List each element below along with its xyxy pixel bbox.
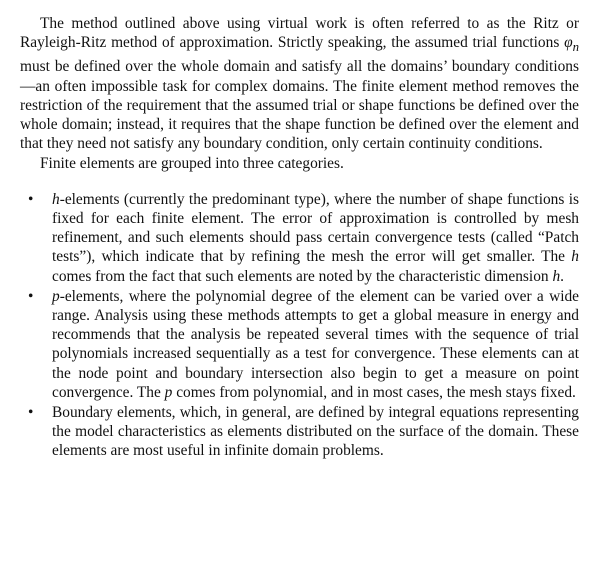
- phi-subscript: [573, 40, 579, 54]
- p-elements-text-1: -elements, where the polynomial degree of the element can be varied over a wide range. Analysis using these methods attempts to get a global measure in energy and recommends that the analysis be repeated several times with the sequence of trial polynomials increased sequentially as a test for convergence. These elements can at the node point and boundary intersection also begin to get a measure on point convergence. The: [52, 287, 579, 401]
- h-elements-text-3: .: [560, 267, 564, 285]
- paragraph-ritz-text-2: must be defined over the whole domain and satisfy all the domains’ boundary conditions—an often impossible task for complex domains. The finite element method removes the restriction of the requirement that the assumed trial or shape functions be defined over the whole domain; instead, it requires that the shape function be defined over the element and that they need not satisfy any boundary condition, only certain continuity conditions.: [20, 58, 579, 153]
- phi-symbol: φ: [564, 34, 573, 52]
- h-symbol: h: [52, 190, 60, 208]
- bullet-marker: •: [28, 403, 34, 421]
- boundary-elements-text: Boundary elements, which, in general, are defined by integral equations representing the model characteristics as elements distributed on the surface of the domain. These elements are most useful in infinite domain problems.: [52, 403, 579, 460]
- category-list: [20, 190, 579, 461]
- paragraph-ritz-method: [20, 14, 579, 154]
- list-item-boundary-elements: [20, 403, 579, 461]
- paragraph-categories-intro: Finite elements are grouped into three categories.: [40, 154, 344, 172]
- p-symbol: p: [52, 287, 60, 305]
- h-elements-text-1: -elements (currently the predominant type), where the number of shape functions is fixed for each finite element. The error of approximation is controlled by mesh refinement, and such elements should pass certain convergence tests (called “Patch tests”), which indicate that by refining the mesh the error will get smaller. The: [52, 190, 579, 266]
- paragraph-ritz-text-1: The method outlined above using virtual work is often referred to as the Ritz or Rayleigh-Ritz method of approximation. Strictly speaking, the assumed trial functions: [20, 15, 579, 52]
- h-symbol-dimension: h: [552, 267, 561, 285]
- phi-subscript-n: n: [572, 40, 579, 55]
- list-item-p-elements: [20, 287, 579, 402]
- bullet-marker: •: [28, 190, 34, 208]
- list-item-h-elements: [20, 190, 579, 286]
- p-symbol-inline: p: [164, 383, 173, 401]
- h-symbol-inline: h: [571, 248, 579, 266]
- bullet-marker: •: [28, 287, 34, 305]
- p-elements-text-2: comes from polynomial, and in most cases, the mesh stays fixed.: [172, 383, 576, 401]
- h-elements-text-2: comes from the fact that such elements are noted by the characteristic dimension: [52, 267, 553, 285]
